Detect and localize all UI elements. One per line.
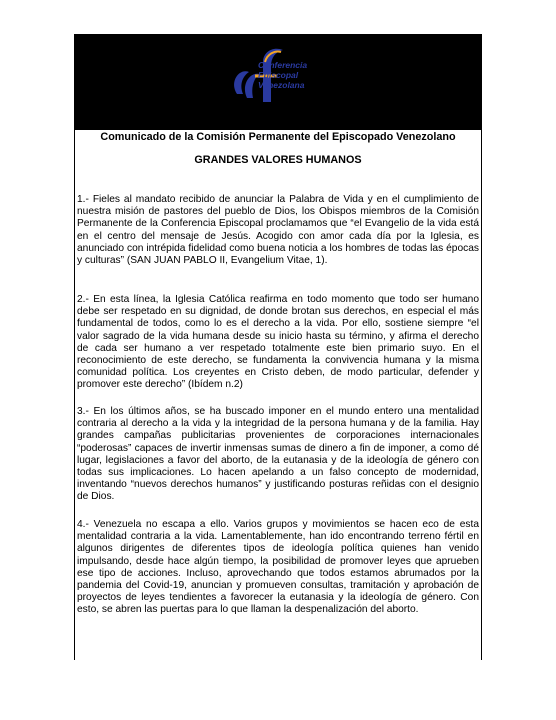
logo-wordmark [258,60,307,90]
document-subtitle: Comunicado de la Comisión Permanente del Episcopado Venezolano [100,131,456,143]
logo-line-2: Episcopal [258,70,299,80]
logo-line-1: Conferencia [258,60,308,70]
paragraph-4: 4.- Venezuela no escapa a ello. Varios grupos y movimientos se hacen eco de esta mentalidad contraria a la vida. Lamentablemente, han ido encontrando terreno fértil en algunos dirigentes de diferentes tipos de ideología política quienes han venido impulsando, desde hace algún tiempo, la posibilidad de promover leyes que aprueben ese tipo de acciones. Incluso, aprovechando que todos estamos abrumados por la pandemia del Covid-19, anuncian y promueven consultas, tramitación y aprobación de proyectos de leyes tendientes a favorecer la eutanasia y la ideología de género. Con esto, se abren las puertas para lo que llaman la despenalización del aborto. [77,519,479,616]
paragraph-1: 1.- Fieles al mandato recibido de anunciar la Palabra de Vida y en el cumplimiento de nuestra misión de pastores del pueblo de Dios, los Obispos miembros de la Comisión Permanente de la Conferencia Episcopal proclamamos que “el Evangelio de la vida está en el centro del mensaje de Jesús. Acogido con amor cada día por la Iglesia, es anunciado con intrépida fidelidad como buena noticia a los hombres de todas las épocas y culturas” (SAN JUAN PABLO II, Evangelium Vitae, 1). [77,194,479,267]
paragraph-3: 3.- En los últimos años, se ha buscado imponer en el mundo entero una mentalidad contraria al derecho a la vida y la integridad de la persona humana y de la familia. Hay grandes campañas publicitarias provenientes de corporaciones internacionales “poderosas” capaces de invertir inmensas sumas de dinero a fin de imponer, a como dé lugar, legislaciones a favor del aborto, de la eutanasia y de la ideología de género con todas sus implicaciones. Lo hacen apelando a un falso concepto de modernidad, inventando “nuevos derechos humanos” y justificando posturas reñidas con el designio de Dios. [77,406,479,503]
document-title: GRANDES VALORES HUMANOS [194,154,362,166]
header-divider [74,129,482,130]
logo-line-3: Venezolana [258,80,305,90]
paragraph-2: 2.- En esta línea, la Iglesia Católica reafirma en todo momento que todo ser humano debe ser respetado en su dignidad, de donde brotan sus derechos, en especial el más fundamental de todos, como lo es el derecho a la vida. Por ello, sostiene siempre “el valor sagrado de la vida humana desde su inicio hasta su término, y afirma el derecho de cada ser humano a ver respetado totalmente este bien primario suyo. En el reconocimiento de este derecho, se fundamenta la convivencia humana y la misma comunidad política. Los creyentes en Cristo deben, de modo particular, defender y promover este derecho” (Ibídem n.2) [77,294,479,391]
